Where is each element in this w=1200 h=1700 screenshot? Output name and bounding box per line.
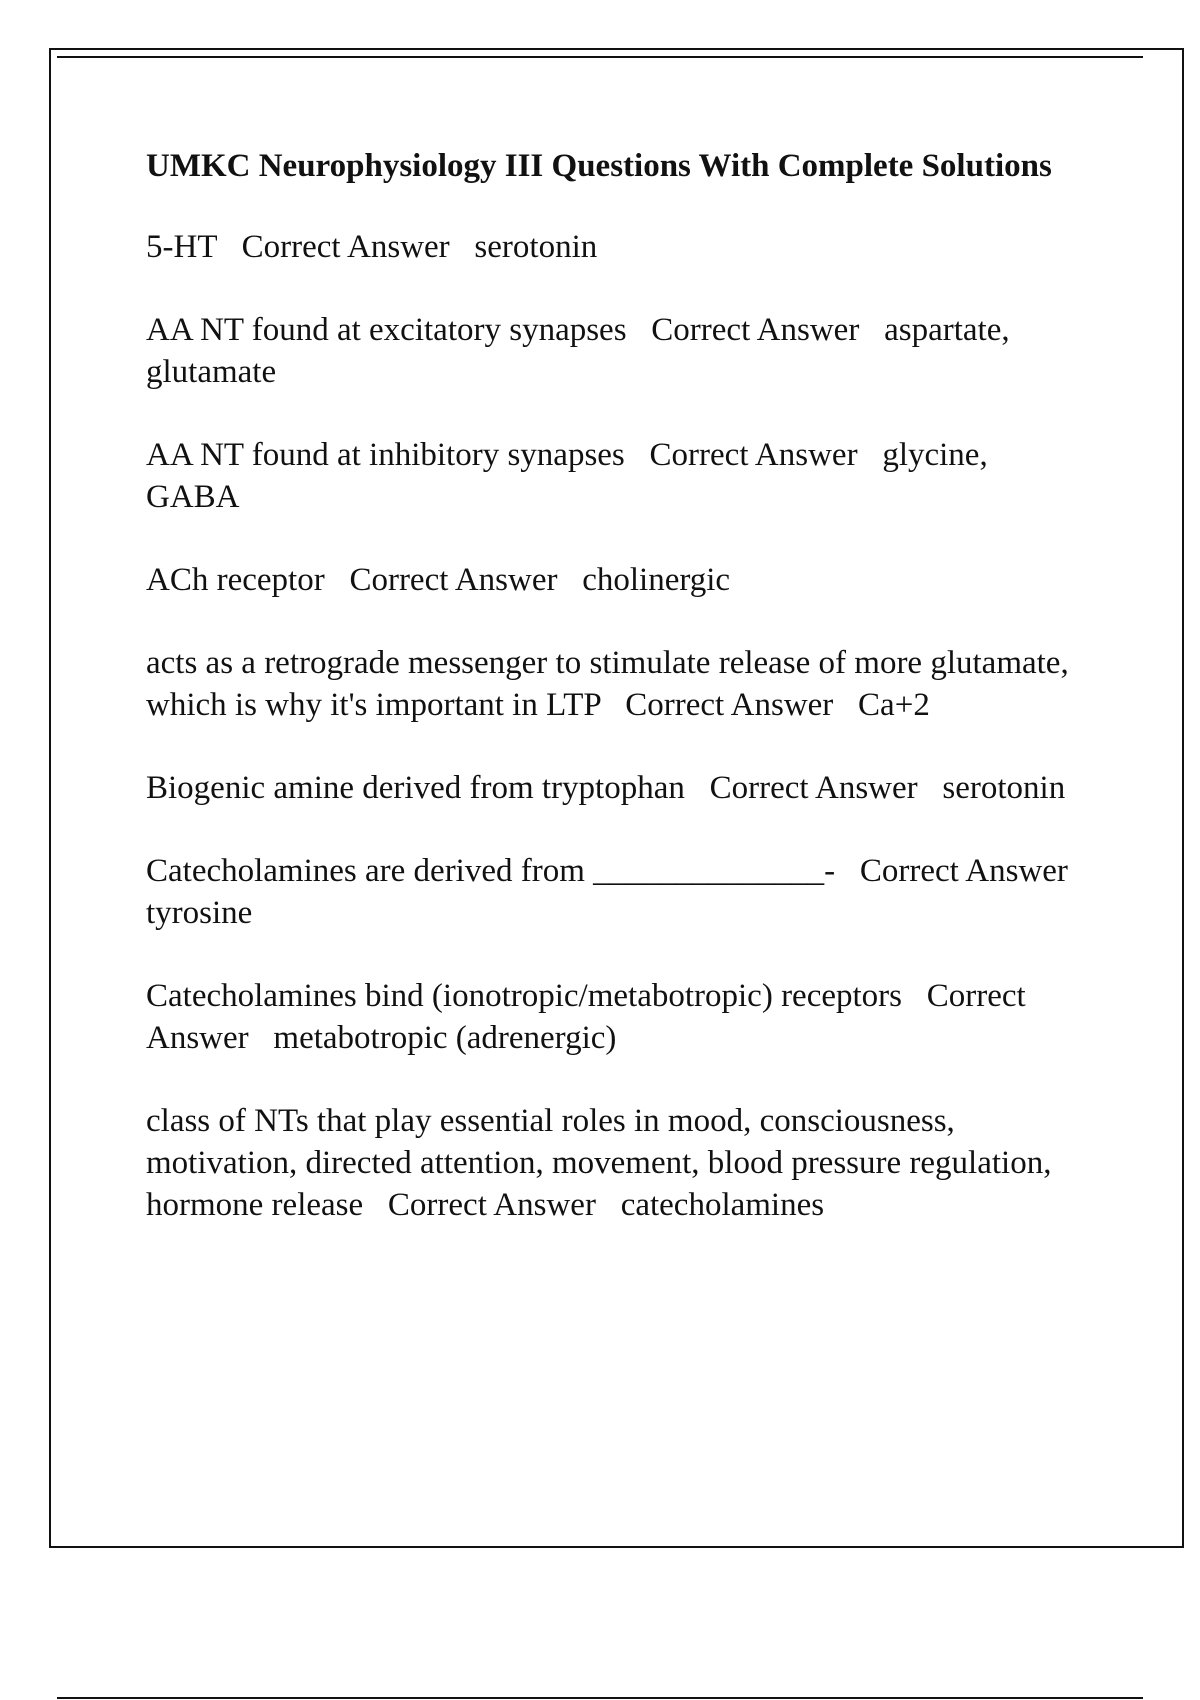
question-text: Catecholamines bind (ionotropic/metabotropic) receptors: [146, 978, 903, 1014]
answer-marker: Correct Answer: [625, 687, 834, 723]
qa-list: [146, 226, 1086, 1226]
qa-item: [146, 642, 1086, 726]
page-bottom-rule: [57, 1697, 1143, 1699]
answer-marker: Correct Answer: [649, 437, 858, 473]
answer-marker: Correct Answer: [349, 562, 558, 598]
answer-text: aspartate, glutamate: [146, 312, 1018, 390]
page-top-rule: [57, 56, 1143, 58]
document-body: [146, 145, 1086, 1267]
qa-item: [146, 975, 1086, 1059]
answer-text: serotonin: [474, 229, 598, 265]
qa-item: [146, 767, 1086, 809]
answer-text: cholinergic: [582, 562, 731, 598]
qa-item: [146, 559, 1086, 601]
qa-item: [146, 226, 1086, 268]
qa-item: [146, 1100, 1086, 1226]
document-title: UMKC Neurophysiology III Questions With Complete Solutions: [146, 148, 1052, 184]
qa-item: [146, 434, 1086, 518]
answer-marker: Correct Answer: [146, 978, 1033, 1056]
answer-marker: Correct Answer: [241, 229, 450, 265]
answer-marker: Correct Answer: [387, 1187, 596, 1223]
question-text: acts as a retrograde messenger to stimulate release of more glutamate, which is why it's important in LTP: [146, 645, 1077, 723]
answer-text: metabotropic (adrenergic): [273, 1020, 617, 1056]
answer-text: serotonin: [942, 770, 1066, 806]
answer-text: glycine, GABA: [146, 437, 996, 515]
qa-item: [146, 309, 1086, 393]
qa-item: [146, 850, 1086, 934]
question-text: 5-HT: [146, 229, 217, 265]
question-text: class of NTs that play essential roles in mood, consciousness, motivation, directed attention, movement, blood pressure regulation, hormone release: [146, 1103, 1060, 1223]
question-text: ACh receptor: [146, 562, 325, 598]
question-text: AA NT found at inhibitory synapses: [146, 437, 625, 473]
answer-text: Ca+2: [858, 687, 930, 723]
question-text: AA NT found at excitatory synapses: [146, 312, 627, 348]
answer-marker: Correct Answer: [709, 770, 918, 806]
answer-marker: Correct Answer: [651, 312, 860, 348]
question-text: Catecholamines are derived from ______________-: [146, 853, 836, 889]
answer-text: catecholamines: [620, 1187, 825, 1223]
answer-text: tyrosine: [146, 895, 253, 931]
question-text: Biogenic amine derived from tryptophan: [146, 770, 685, 806]
answer-marker: Correct Answer: [859, 853, 1068, 889]
